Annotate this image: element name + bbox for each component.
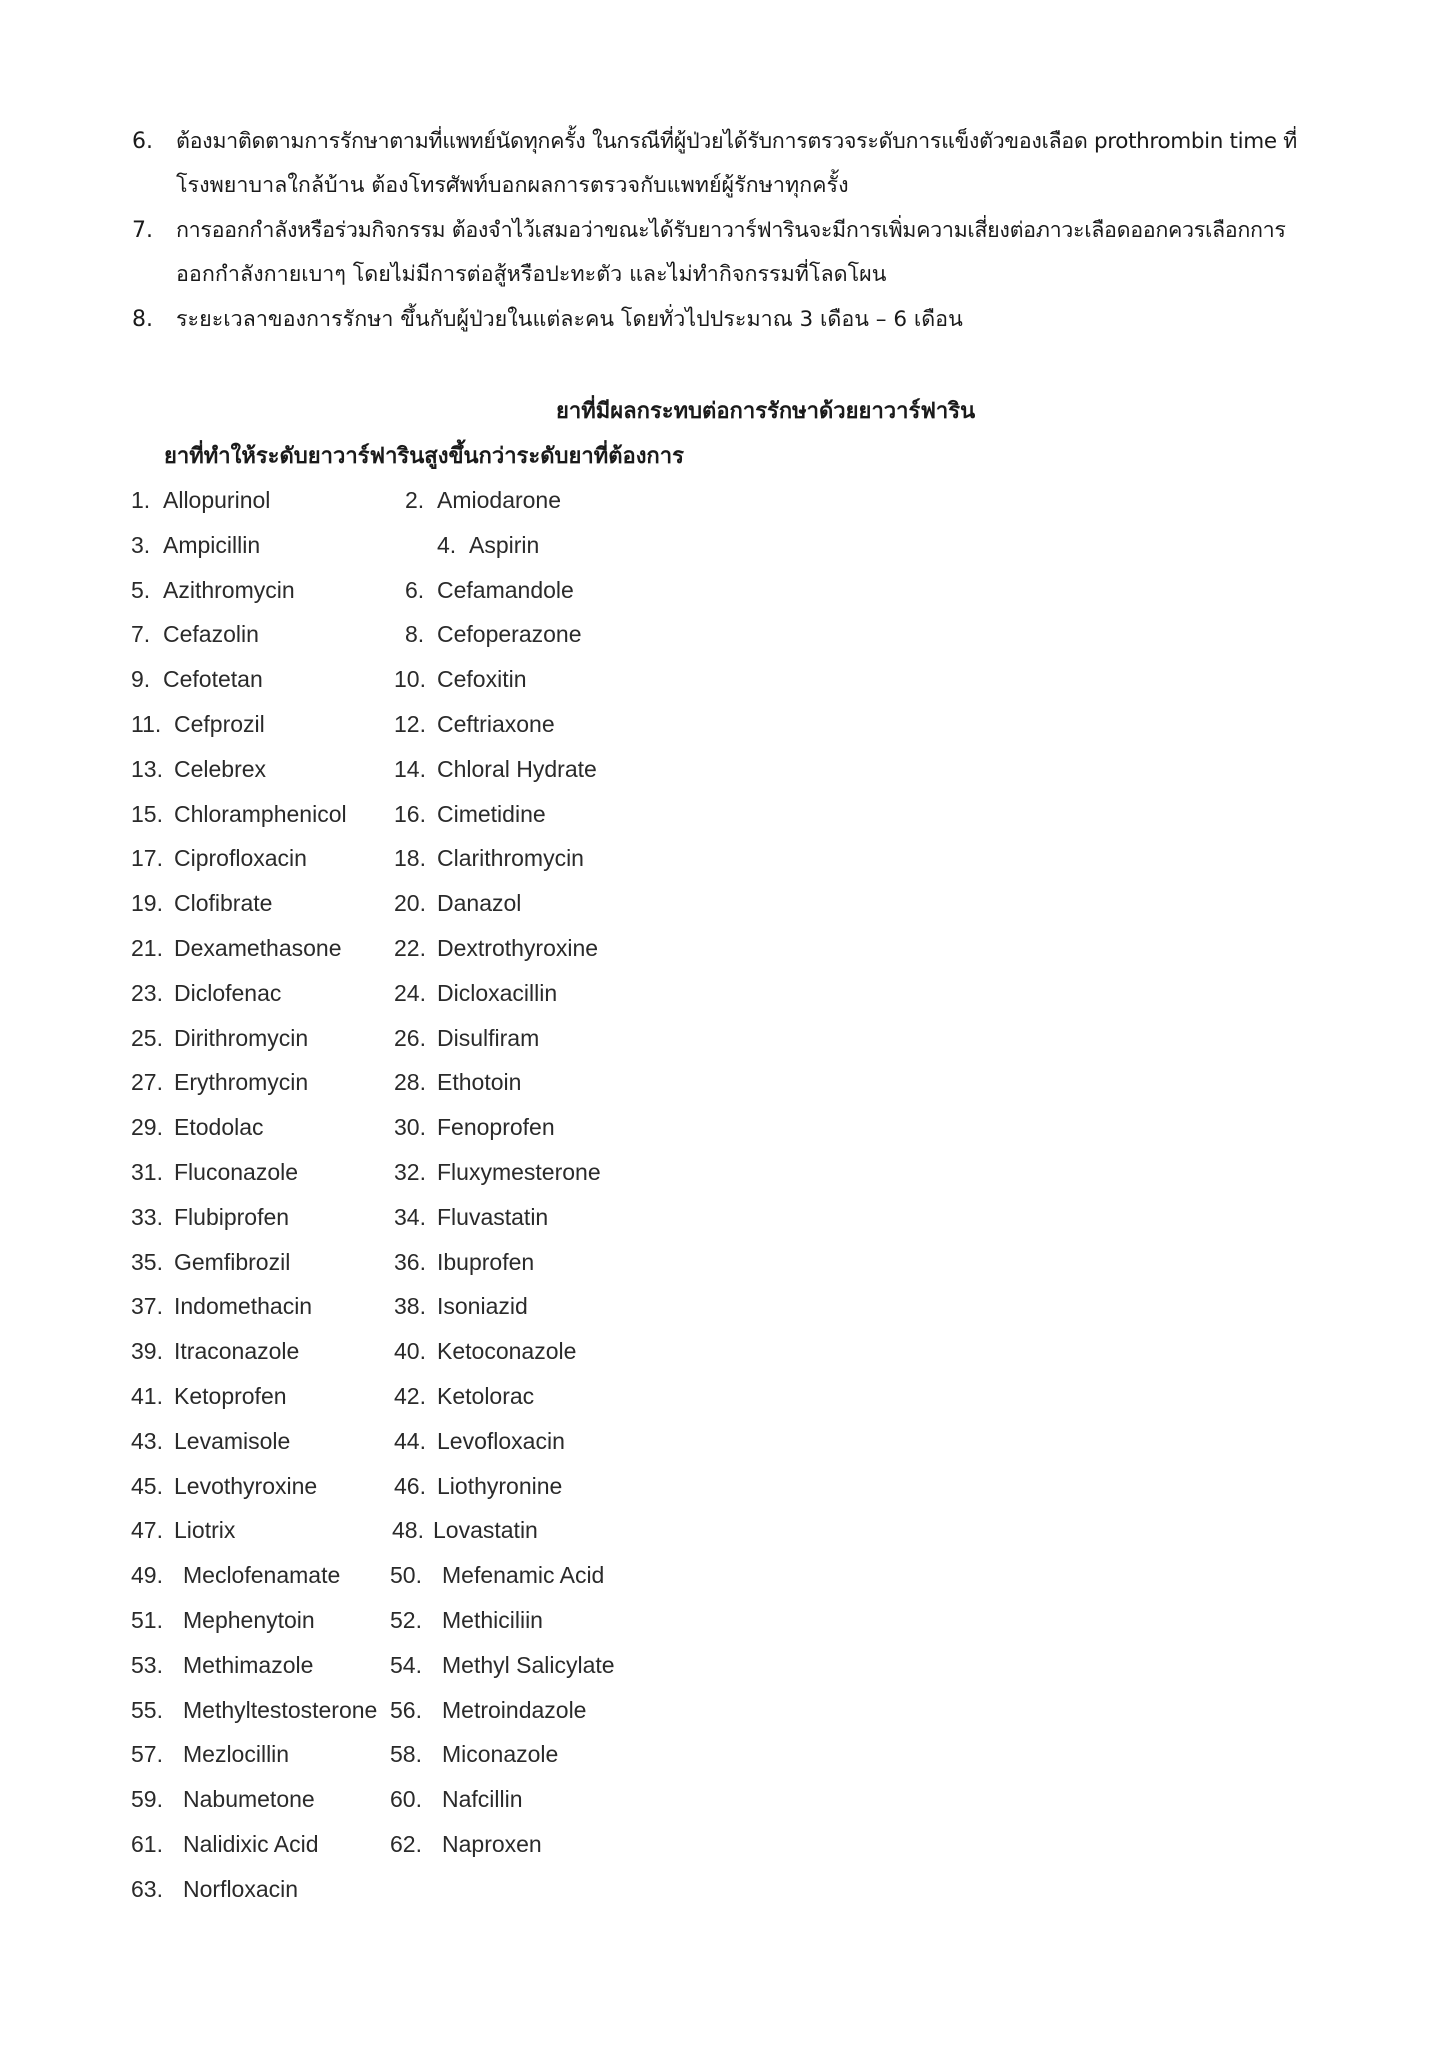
drug-number: 25.	[131, 1024, 163, 1051]
drug-name: Fluxymesterone	[437, 1159, 601, 1185]
drug-name: Indomethacin	[174, 1293, 313, 1320]
drug-name: Cefoperazone	[437, 621, 582, 648]
instruction-number: 7.	[132, 218, 153, 243]
drug-name: Levothyroxine	[174, 1472, 318, 1499]
drug-number: 15.	[131, 800, 163, 827]
drug-name: Diclofenac	[174, 979, 282, 1006]
drug-name: Ketoprofen	[174, 1383, 287, 1409]
drug-number: 49.	[131, 1562, 163, 1589]
section-title: ยาที่มีผลกระทบต่อการรักษาด้วยยาวาร์ฟาริน	[556, 399, 976, 424]
instruction-number: 6.	[132, 129, 153, 154]
drug-name: Danazol	[437, 890, 522, 917]
drug-number: 56.	[390, 1696, 422, 1723]
drug-name: Aspirin	[469, 531, 540, 558]
drug-number: 17.	[131, 845, 163, 872]
drug-name: Methimazole	[183, 1651, 314, 1678]
drug-number: 55.	[131, 1696, 163, 1723]
drug-name: Ethotoin	[437, 1069, 522, 1096]
drug-name: Ketolorac	[437, 1383, 535, 1409]
drug-name: Chloramphenicol	[174, 800, 347, 827]
drug-name: Ceftriaxone	[437, 711, 555, 737]
drug-number: 46.	[394, 1472, 426, 1499]
drug-number: 60.	[390, 1786, 422, 1813]
drug-name: Nafcillin	[442, 1786, 523, 1813]
drug-name: Levofloxacin	[437, 1427, 565, 1454]
drug-name: Liotrix	[174, 1517, 236, 1544]
drug-number: 63.	[131, 1875, 163, 1902]
drug-number: 23.	[131, 979, 163, 1006]
drug-number: 10.	[394, 666, 426, 693]
drug-name: Cefprozil	[174, 711, 265, 737]
drug-name: Naproxen	[442, 1831, 542, 1857]
drug-name: Methyltestosterone	[183, 1696, 378, 1723]
drug-name: Etodolac	[174, 1114, 264, 1141]
drug-number: 21.	[131, 935, 163, 961]
subsection-title: ยาที่ทำให้ระดับยาวาร์ฟารินสูงขึ้นกว่าระดับยาที่ต้องการ	[164, 444, 684, 469]
drug-name: Cefamandole	[437, 576, 574, 603]
drug-name: Gemfibrozil	[174, 1248, 291, 1275]
drug-number: 43.	[131, 1427, 163, 1454]
drug-number: 38.	[394, 1293, 426, 1320]
drug-number: 16.	[394, 800, 426, 827]
drug-number: 35.	[131, 1248, 163, 1275]
drug-name: Amiodarone	[437, 487, 562, 513]
drug-name: Fluconazole	[174, 1159, 299, 1185]
drug-name: Chloral Hydrate	[437, 755, 597, 782]
drug-number: 39.	[131, 1338, 163, 1365]
drug-name: Norfloxacin	[183, 1875, 299, 1902]
instruction-number: 8.	[132, 307, 153, 332]
drug-number: 26.	[394, 1024, 426, 1051]
drug-name: Lovastatin	[433, 1517, 538, 1544]
drug-number: 45.	[131, 1472, 163, 1499]
drug-name: Levamisole	[174, 1427, 291, 1454]
drug-number: 24.	[394, 979, 426, 1006]
drug-number: 52.	[390, 1607, 422, 1633]
instruction-text-line: ออกกำลังกายเบาๆ โดยไม่มีการต่อสู้หรือปะทะตัว และไม่ทำกิจกรรมที่โลดโผน	[176, 262, 887, 287]
drug-name: Mefenamic Acid	[442, 1562, 605, 1589]
drug-number: 31.	[131, 1159, 163, 1185]
drug-number: 29.	[131, 1114, 163, 1141]
drug-number: 18.	[394, 845, 426, 872]
drug-number: 51.	[131, 1607, 163, 1633]
drug-number: 7.	[131, 621, 151, 648]
drug-name: Itraconazole	[174, 1338, 300, 1365]
drug-number: 9.	[131, 666, 151, 693]
drug-number: 20.	[394, 890, 426, 917]
drug-number: 22.	[394, 935, 426, 961]
instruction-text-line: โรงพยาบาลใกล้บ้าน ต้องโทรศัพท์บอกผลการตรวจกับแพทย์ผู้รักษาทุกครั้ง	[176, 173, 849, 198]
drug-name: Isoniazid	[437, 1293, 528, 1320]
drug-number: 62.	[390, 1831, 422, 1857]
drug-number: 5.	[131, 576, 151, 603]
drug-number: 33.	[131, 1203, 163, 1230]
drug-name: Miconazole	[442, 1741, 559, 1768]
drug-number: 13.	[131, 755, 163, 782]
drug-name: Liothyronine	[437, 1472, 563, 1499]
drug-name: Mephenytoin	[183, 1607, 315, 1633]
drug-number: 27.	[131, 1069, 163, 1096]
drug-name: Clarithromycin	[437, 845, 584, 872]
drug-number: 53.	[131, 1651, 163, 1678]
drug-name: Ketoconazole	[437, 1338, 577, 1365]
drug-name: Dextrothyroxine	[437, 935, 599, 961]
drug-name: Methyl Salicylate	[442, 1651, 615, 1678]
drug-name: Meclofenamate	[183, 1562, 341, 1589]
drug-name: Allopurinol	[163, 487, 271, 513]
drug-number: 50.	[390, 1562, 422, 1589]
drug-number: 54.	[390, 1651, 422, 1678]
drug-name: Nabumetone	[183, 1786, 315, 1813]
instruction-item-8	[0, 305, 1449, 341]
instruction-text-line: ต้องมาติดตามการรักษาตามที่แพทย์นัดทุกครั้ง ในกรณีที่ผู้ป่วยได้รับการตรวจระดับการแข็งตัวของเลือด prothrombin time ที่	[176, 129, 1298, 154]
drug-name: Ibuprofen	[437, 1248, 535, 1275]
drug-number: 11.	[131, 711, 162, 737]
drug-number: 3.	[131, 531, 151, 558]
drug-name: Cimetidine	[437, 800, 546, 827]
drug-name: Dexamethasone	[174, 935, 342, 961]
drug-number: 14.	[394, 755, 426, 782]
drug-number: 58.	[390, 1741, 422, 1768]
drug-number: 40.	[394, 1338, 426, 1365]
drug-number: 61.	[131, 1831, 163, 1857]
drug-name: Erythromycin	[174, 1069, 309, 1096]
drug-number: 6.	[405, 576, 425, 603]
drug-name: Cefoxitin	[437, 666, 527, 693]
drug-number: 48.	[392, 1517, 424, 1544]
drug-number: 59.	[131, 1786, 163, 1813]
drug-name: Cefotetan	[163, 666, 263, 693]
drug-name: Fluvastatin	[437, 1203, 549, 1230]
drug-name: Dirithromycin	[174, 1024, 309, 1051]
instruction-item-6	[0, 127, 1449, 197]
drug-number: 2.	[405, 487, 425, 513]
drug-number: 1.	[131, 487, 151, 513]
drug-number: 44.	[394, 1427, 426, 1454]
drug-name: Dicloxacillin	[437, 979, 558, 1006]
drug-number: 8.	[405, 621, 425, 648]
drug-number: 34.	[394, 1203, 426, 1230]
drug-number: 47.	[131, 1517, 163, 1544]
drug-name: Ciprofloxacin	[174, 845, 307, 872]
drug-number: 57.	[131, 1741, 163, 1768]
drug-number: 41.	[131, 1383, 163, 1409]
drug-number: 36.	[394, 1248, 426, 1275]
drug-number: 37.	[131, 1293, 163, 1320]
drug-name: Mezlocillin	[183, 1741, 290, 1768]
drug-name: Methiciliin	[442, 1607, 543, 1633]
instruction-text-line: การออกกำลังหรือร่วมกิจกรรม ต้องจำไว้เสมอว่าขณะได้รับยาวาร์ฟารินจะมีการเพิ่มความเสี่ยงต่อภาวะเลือดออกควรเลือกการ	[176, 218, 1286, 243]
drug-number: 12.	[394, 711, 426, 737]
drug-number: 42.	[394, 1383, 426, 1409]
instruction-item-7	[0, 216, 1449, 286]
instruction-text-line: ระยะเวลาของการรักษา ขึ้นกับผู้ป่วยในแต่ละคน โดยทั่วไปประมาณ 3 เดือน – 6 เดือน	[176, 307, 963, 332]
drug-number: 30.	[394, 1114, 426, 1141]
drug-name: Clofibrate	[174, 890, 273, 917]
drug-name: Nalidixic Acid	[183, 1831, 319, 1857]
drug-name: Celebrex	[174, 755, 267, 782]
drug-number: 32.	[394, 1159, 426, 1185]
drug-number: 28.	[394, 1069, 426, 1096]
drug-number: 19.	[131, 890, 163, 917]
drug-number: 4.	[437, 531, 457, 558]
drug-name: Disulfiram	[437, 1024, 540, 1051]
drug-name: Ampicillin	[163, 531, 261, 558]
drug-name: Cefazolin	[163, 621, 259, 648]
drug-name: Fenoprofen	[437, 1114, 555, 1141]
drug-name: Azithromycin	[163, 576, 295, 603]
drug-name: Flubiprofen	[174, 1203, 290, 1230]
drug-name: Metroindazole	[442, 1696, 587, 1723]
